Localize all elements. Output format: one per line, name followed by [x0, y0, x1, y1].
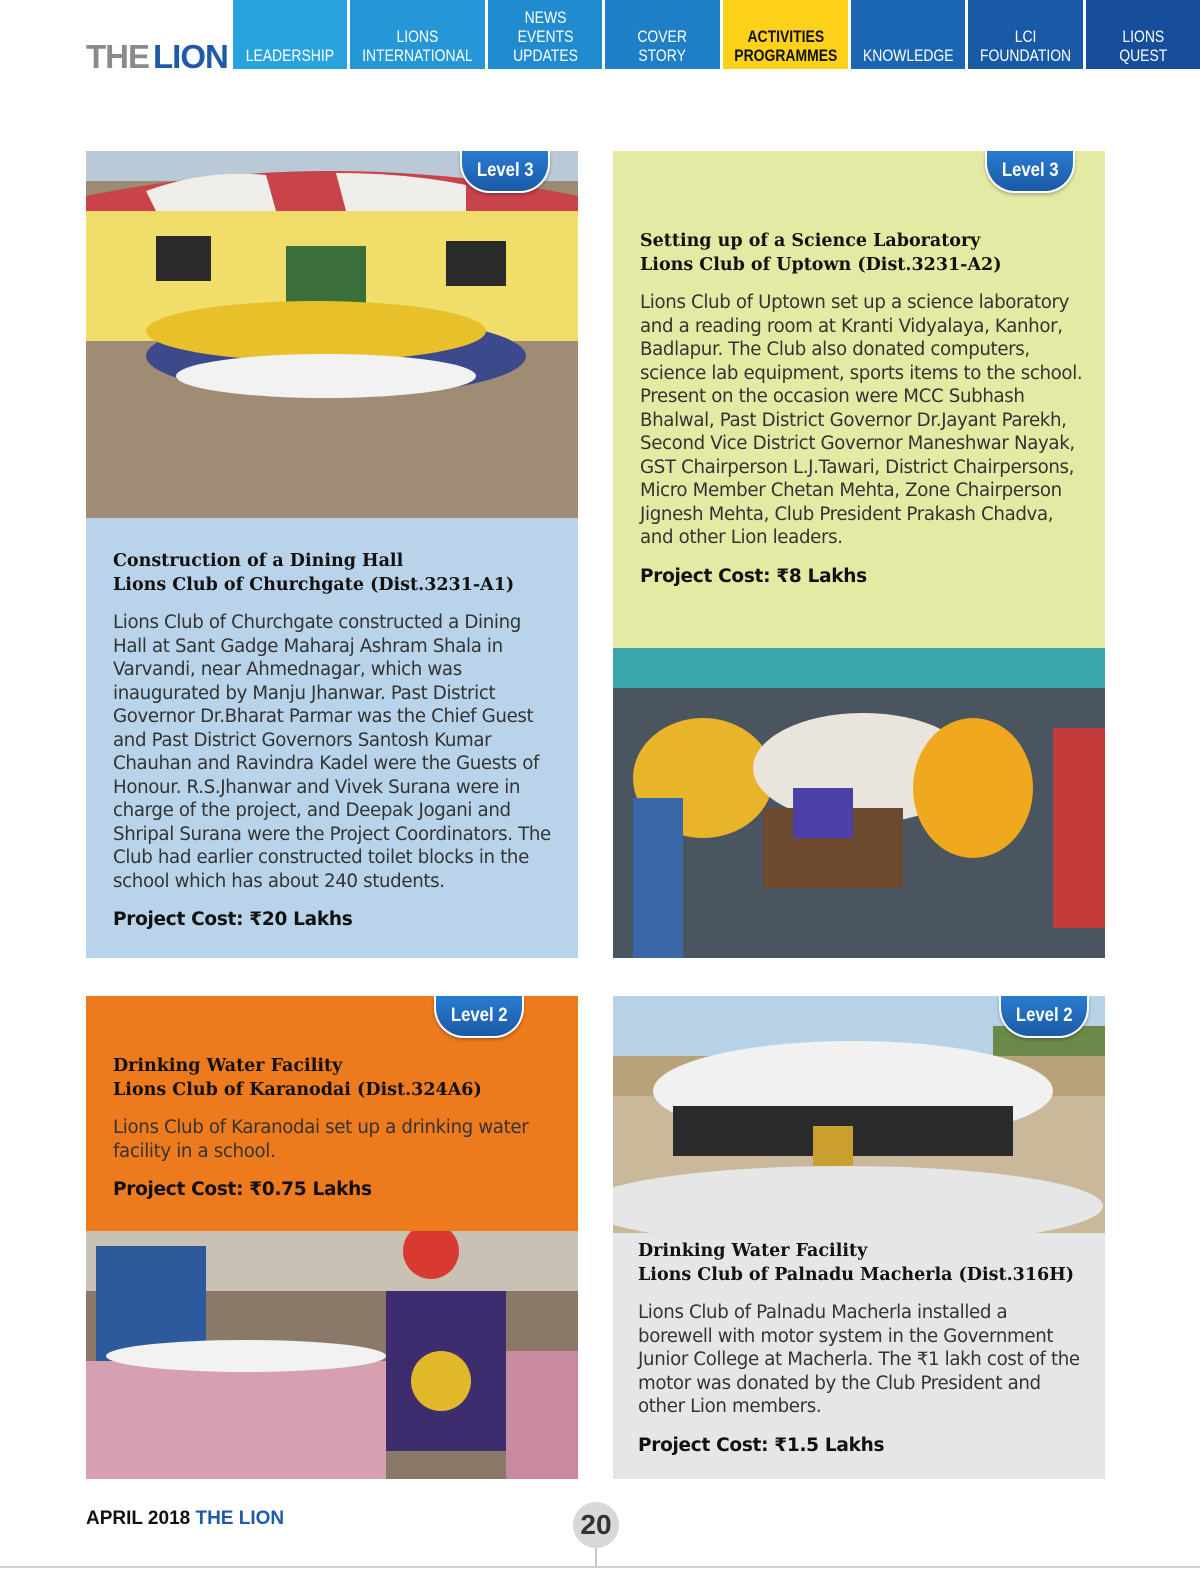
project-text — [113, 1054, 556, 1200]
page-number-stem — [595, 1548, 597, 1568]
bottom-rule — [0, 1566, 1200, 1568]
project-photo — [613, 648, 1105, 958]
project-card-palnadu-macherla — [613, 996, 1105, 1479]
project-description: Lions Club of Palnadu Macherla installed a borewell with motor system in the Government Junior College at Macherla. The ₹1 lakh cost of the motor was donated by the Club President and other Lion members. — [638, 1302, 1080, 1417]
project-title-line1: Construction of a Dining Hall — [113, 551, 404, 571]
project-text — [113, 549, 556, 930]
project-card-karanodai — [86, 996, 578, 1479]
tab-lions-quest[interactable]: LIONS QUEST — [1086, 0, 1200, 69]
level-badge: Level 3 — [460, 151, 550, 193]
project-cost: Project Cost: ₹1.5 Lakhs — [638, 1434, 885, 1456]
project-cost: Project Cost: ₹8 Lakhs — [640, 565, 867, 587]
tab-activities-programmes[interactable]: ACTIVITIES PROGRAMMES — [723, 0, 849, 69]
project-title-line2: Lions Club of Karanodai (Dist.324A6) — [113, 1080, 482, 1100]
project-title — [113, 549, 556, 597]
level-badge: Level 3 — [985, 151, 1075, 193]
project-card-dining-hall — [86, 151, 578, 958]
project-title-line1: Setting up of a Science Laboratory — [640, 231, 981, 251]
project-description: Lions Club of Churchgate constructed a Dining Hall at Sant Gadge Maharaj Ashram Shala in Varvandi, near Ahmednagar, which was inaugurated by Manju Jhanwar. Past District Governor Dr.Bharat Parmar was the Chief Guest and Past District Governors Santosh Kumar Chauhan and Ravindra Kadel were the Guests of Honour. R.S.Jhanwar and Vivek Surana were in charge of the project, and Deepak Jogani and Shripal Surana were the Project Coordinators. The Club had earlier constructed toilet blocks in the school which has about 240 students. — [113, 612, 551, 892]
brand-lion: LION — [153, 38, 228, 75]
tab-knowledge[interactable]: KNOWLEDGE — [851, 0, 965, 69]
project-description: Lions Club of Karanodai set up a drinking water facility in a school. — [113, 1117, 529, 1162]
project-cost: Project Cost: ₹20 Lakhs — [113, 909, 353, 930]
project-title — [638, 1239, 1083, 1287]
project-title-line1: Drinking Water Facility — [638, 1241, 868, 1261]
project-title-line2: Lions Club of Palnadu Macherla (Dist.316H) — [638, 1265, 1075, 1285]
project-cost: Project Cost: ₹0.75 Lakhs — [113, 1179, 372, 1200]
project-title-line2: Lions Club of Churchgate (Dist.3231-A1) — [113, 575, 515, 595]
tab-lions-international[interactable]: LIONS INTERNATIONAL — [350, 0, 485, 69]
project-title-line2: Lions Club of Uptown (Dist.3231-A2) — [640, 255, 1002, 275]
section-nav — [233, 0, 1200, 69]
level-badge: Level 2 — [434, 996, 524, 1038]
project-card-science-lab — [613, 151, 1105, 958]
tab-cover-story[interactable]: COVER STORY — [605, 0, 719, 69]
issue-date: APRIL 2018 — [86, 1508, 191, 1529]
level-badge: Level 2 — [999, 996, 1089, 1038]
footer-issue — [86, 1508, 284, 1530]
project-title — [640, 229, 1083, 277]
project-title — [113, 1054, 556, 1102]
project-description: Lions Club of Uptown set up a science laboratory and a reading room at Kranti Vidyalaya, Kanhor, Badlapur. The Club also donated computers, science lab equipment, sports items to the school. Present on the occasion were MCC Subhash Bhalwal, Past District Governor Dr.Jayant Parekh, Second Vice District Governor Maneshwar Nayak, GST Chairperson L.J.Tawari, District Chairpersons, Micro Member Chetan Mehta, Zone Chairperson Jignesh Mehta, Club President Prakash Chadva, and other Lion leaders. — [640, 292, 1083, 548]
project-text — [640, 229, 1083, 587]
project-photo — [86, 1231, 578, 1479]
tab-leadership[interactable]: LEADERSHIP — [233, 0, 347, 69]
tab-lci-foundation[interactable]: LCI FOUNDATION — [968, 0, 1082, 69]
project-photo — [86, 151, 578, 518]
brand-the: THE — [86, 38, 149, 75]
project-title-line1: Drinking Water Facility — [113, 1056, 343, 1076]
footer-brand: THE LION — [195, 1508, 285, 1529]
tab-news-events-updates[interactable]: NEWS EVENTS UPDATES — [488, 0, 602, 69]
project-text — [638, 1239, 1083, 1456]
page-number: 20 — [573, 1502, 619, 1548]
magazine-brand — [86, 38, 228, 76]
